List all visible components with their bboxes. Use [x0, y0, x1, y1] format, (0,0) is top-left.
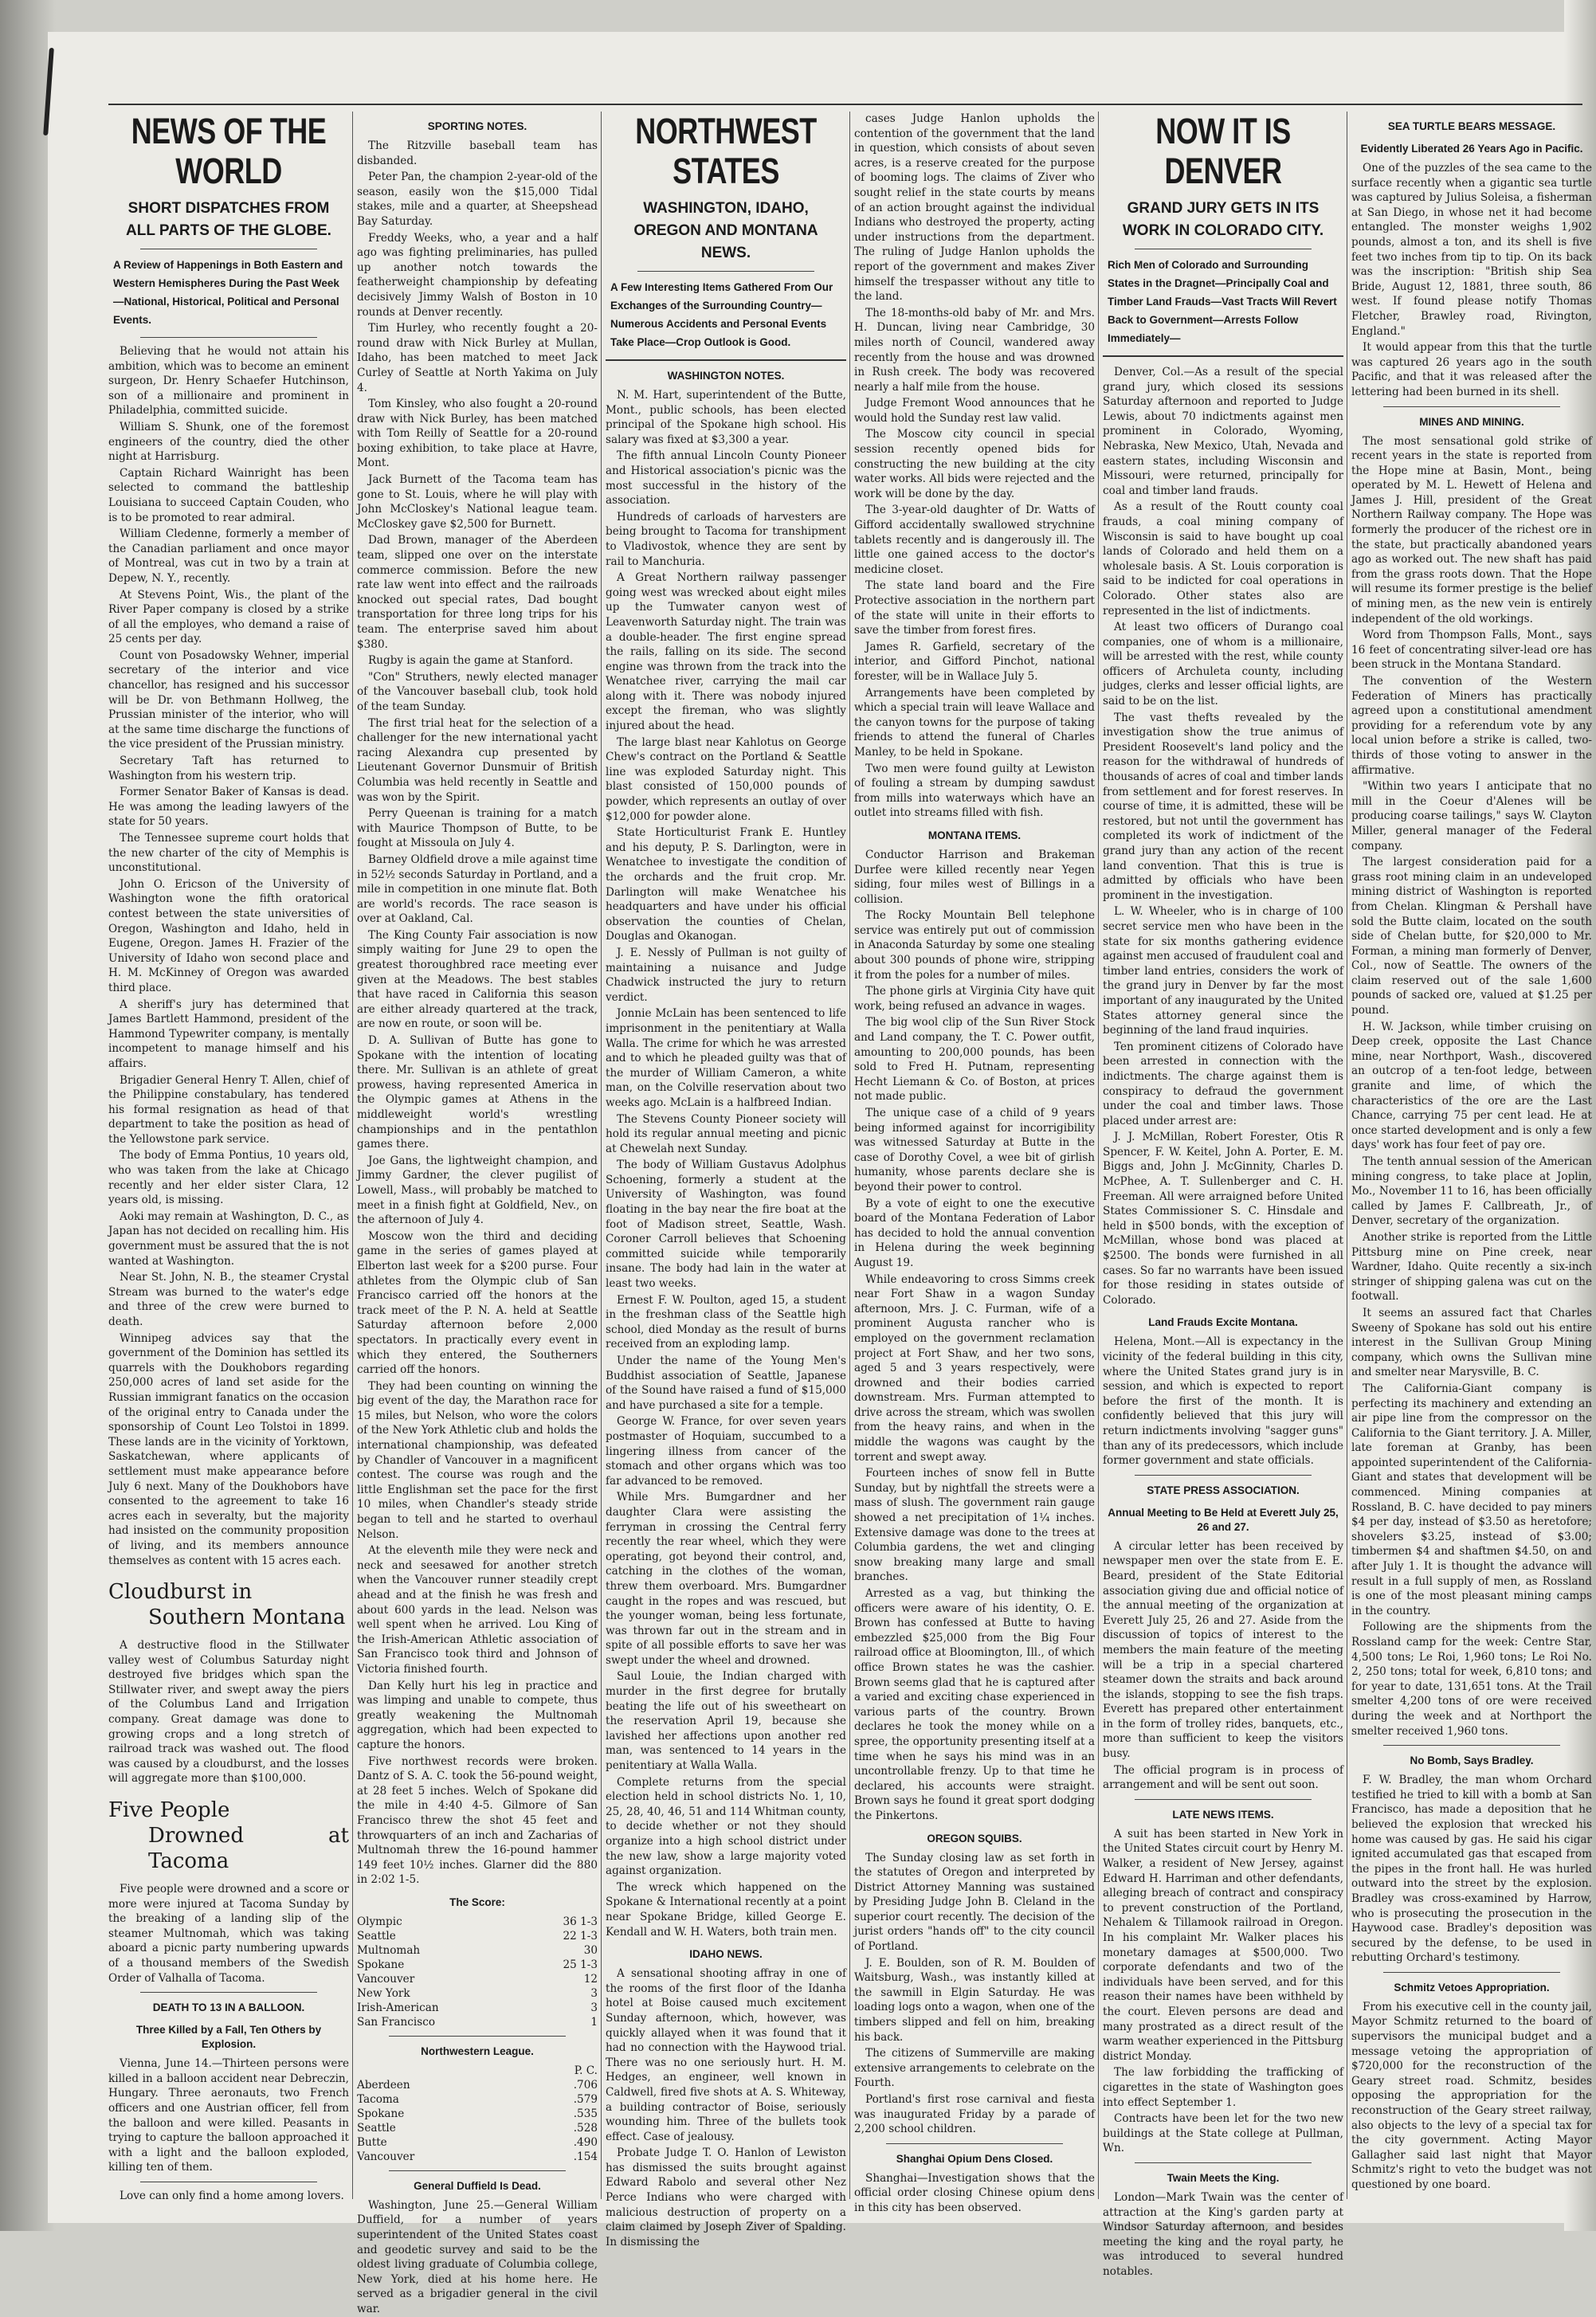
column-rule	[849, 112, 850, 2199]
team-name: Butte	[357, 2135, 387, 2149]
section-heading: WASHINGTON NOTES.	[667, 370, 785, 382]
article-paragraph: The citizens of Summerville are making extensive arrangements to celebrate on the Fourth.	[854, 2047, 1095, 2090]
article-paragraph: The vast thefts revealed by the investigation show the true animus of President Roosevelt's land policy and the reason for the withdrawal of hundreds of thousands of acres of coal and timber lands from settlement and for forest reserves. In course of time, it is admitted, these will be restored, but not until the government has completed its work of indictment of the grand jury than any action of the recent land convention. That this is true is admitted by officials who have been prominent in the investigation.	[1103, 711, 1343, 902]
team-name: Aberdeen	[357, 2078, 410, 2092]
article-paragraph: Another strike is reported from the Little Pittsburg mine on Pine creek, near Wardner, Idaho. Quite recently a six-inch stringer of shipping galena was cut on the footwall.	[1351, 1230, 1592, 1304]
headline-deck: A Review of Happenings in Both Eastern and Western Hemispheres During the Past Week—National, Historical, Political and Personal Events.	[113, 259, 343, 326]
divider	[1103, 355, 1343, 357]
article-paragraph: Perry Queenan is training for a match with Maurice Thompson of Butte, to be fought at Missoula on July 4.	[357, 807, 598, 850]
article-paragraph: The first trial heat for the selection of a challenger for the new international yacht racing Alexandra cup presented by Lieutenant Governor Dunsmuir of British Columbia was held recently in Seattle and was won by the Spirit.	[357, 716, 598, 804]
table-header-spacer	[357, 2064, 550, 2078]
column-rule	[601, 112, 602, 2199]
article-paragraph: D. A. Sullivan of Butte has gone to Spokane with the intention of locating there. Mr. Sullivan is an athlete of great prowess, having represented America in the Olympic games at Athens in the middleweight world's wrestling championships and in the pentathlon games there.	[357, 1034, 598, 1151]
article-paragraph: A sensational shooting affray in one of the rooms of the first floor of the Idanha hotel at Boise caused much excitement Sunday afternoon, which, however, was quickly allayed when it was found that it had no connection with the Haywood trial. There was no one seriously hurt. H. M. Hedges, an engineer, well known in Caldwell, fired five shots at A. S. Whiteway, a building contractor of Boise, seriously wounding him. Three of the bullets took effect. Case of jealousy.	[606, 1967, 846, 2143]
article-heading	[108, 1579, 349, 1630]
headline: NORTHWEST STATES	[635, 110, 817, 191]
article-paragraph: Captain Richard Wainright has been selected to command the battleship Louisiana to succeed Captain Couden, who is to be promoted to rear admiral.	[108, 466, 349, 524]
article-paragraph: The convention of the Western Federation of Miners has practically agreed upon a constitutional amendment providing for a referendum vote by any local union before a strike is called, two-thirds of those voting to answer in the affirmative.	[1351, 675, 1592, 777]
article-paragraph: Shanghai—Investigation shows that the official order closing Chinese opium dens in this city has been observed.	[854, 2171, 1095, 2214]
article-paragraph: Brigadier General Henry T. Allen, chief of the Philippine constabulary, has tendered his formal resignation as head of that department to take the position as head of the Yellowstone park service.	[108, 1073, 349, 1146]
article-paragraph: Secretary Taft has returned to Washington from his western trip.	[108, 755, 349, 782]
team-score: .535	[573, 2107, 598, 2120]
column-2	[357, 112, 598, 2316]
article-paragraph: They had been counting on winning the big event of the day, the Marathon race for 15 miles, but Nelson, who wore the colors of the New York Athletic club and holds the international championship, was defeated by Chandler of Vancouver in a magnificent contest. The course was rough and the little Englishman set the pace for the first 10 miles, when Chandler's steady stride began to tell and he started to overhaul Nelson.	[357, 1379, 598, 1541]
article-paragraph: The Rocky Mountain Bell telephone service was entirely put out of commission in Anaconda Saturday by some one stealing about 300 pounds of phone wire, stripping it from the poles for a number of miles.	[854, 909, 1095, 982]
article-paragraph: Vienna, June 14.—Thirteen persons were killed in a balloon accident near Debreczin, Hungary. Three aeronauts, two French officers and one Austrian officer, fell from the balloon and were killed. Peasants in trying to capture the balloon approached it with a light and the balloon exploded, killing ten of them.	[108, 2057, 349, 2174]
article-paragraph: Freddy Weeks, who, a year and a half ago was fighting preliminaries, has pulled up another notch towards the featherweight championship by defeating decisively Jimmy Walsh of Boston in 10 rounds at Denver recently.	[357, 231, 598, 319]
standings-table	[357, 1915, 598, 2029]
team-score: 3	[590, 2001, 598, 2014]
article-paragraph: Two men were found guilty at Lewiston of fouling a stream by dumping sawdust from mills into waterways which have an outlet into streams filled with fish.	[854, 762, 1095, 820]
article-paragraph: J. E. Nessly of Pullman is not guilty of maintaining a nuisance and Judge Chadwick instructed the jury to return verdict.	[606, 946, 846, 1004]
article-paragraph: A suit has been started in New York in the United States circuit court by Henry M. Walker, a resident of New Jersey, against Edward H. Harriman and other defendants, alleging breach of contract and conspiracy to prevent construction of the Portland, Nehalem & Tillamook railroad in Oregon. In his complaint Mr. Walker places his monetary damages at $500,000. Two corporate defendants and two of the individuals have been served, and for this reason their names have been withheld by the court. Eleven persons are dead and many prostrated as a direct result of the warm weather experienced in the Pittsburg district Monday.	[1103, 1827, 1343, 2063]
table-row	[357, 2107, 598, 2121]
divider	[1135, 1799, 1312, 1800]
table-row	[357, 1972, 598, 1986]
divider	[140, 1992, 317, 1993]
article-paragraph: Denver, Col.—As a result of the special grand jury, which closed its sessions Saturday afternoon and reported to Judge Lewis, about 70 indictments against men prominent in Colorado, Wyoming, Nebraska, New Mexico, Utah, Nevada and eastern states, including Wisconsin and Missouri, were returned, principally for coal and timber land frauds.	[1103, 366, 1343, 497]
article-paragraph: The most sensational gold strike of recent years in the state is reported from the Hope mine at Basin, Mont., being operated by M. L. Hewett of Helena and James J. Hill, president of the Great Northern Railway company. The Hope was formerly the producer of the richest ore in the state, but practically abandoned years ago as worked out. The new shaft has paid from the grass roots down. That the Hope will resume its former prestige is the belief of mining men, as the new vein is entirely independent of the old workings.	[1351, 434, 1592, 625]
article-paragraph: The Stevens County Pioneer society will hold its regular annual meeting and picnic at Chewelah next Sunday.	[606, 1112, 846, 1155]
section-heading: No Bomb, Says Bradley.	[1410, 1754, 1534, 1767]
article-paragraph: Following are the shipments from the Rossland camp for the week: Centre Star, 4,500 tons; Le Roi, 1,960 tons; Le Roi No. 2, 250 tons; total for week, 6,810 tons; and for year to date, 131,651 tons. At the Trail smelter 4,200 tons of ore were received during the week and at Northport the smelter received 1,960 tons.	[1351, 1621, 1592, 1738]
article-paragraph: Dan Kelly hurt his leg in practice and was limping and unable to compete, thus greatly weakening the Multnomah aggregation, which had been expected to capture the honors.	[357, 1679, 598, 1751]
section-heading: Evidently Liberated 26 Years Ago in Pacific.	[1360, 143, 1583, 155]
team-score: .706	[573, 2078, 598, 2092]
team-name: Tacoma	[357, 2092, 399, 2106]
article-paragraph: Helena, Mont.—All is expectancy in the vicinity of the federal building in this city, where the United States grand jury is in session, and which is expected to report before the first of the month. It is confidently believed that this jury will return indictments involving "sagger guns" than any of its predecessors, which include former government and state officials.	[1103, 1335, 1343, 1468]
article-paragraph: Rugby is again the game at Stanford.	[368, 654, 574, 668]
article-paragraph: Dad Brown, manager of the Aberdeen team, slipped one over on the interstate commerce commission. Before the new rate law went into effect and the railroads knocked out special rates, Dad bought transportation for three long trips for his team. The enterprise saved him about $380.	[357, 534, 598, 651]
section-heading: Three Killed by a Fall, Ten Others by Explosion.	[135, 2024, 322, 2051]
table-row	[357, 1915, 598, 1929]
team-score: 22 1-3	[563, 1929, 598, 1943]
column-1	[108, 110, 349, 2202]
table-row	[357, 2015, 598, 2029]
section-heading: Northwestern League.	[421, 2045, 534, 2057]
subheadline: GRAND JURY GETS IN ITS WORK IN COLORADO CITY.	[1122, 200, 1324, 239]
article-paragraph: Portland's first rose carnival and fiesta was inaugurated Friday by a parade of 2,200 school children.	[854, 2093, 1095, 2136]
article-paragraph: The big wool clip of the Sun River Stock and Land company, the T. C. Power outfit, amounting to 200,000 pounds, has been sold to Fred H. Putnam, representing Hecht Liemann & Co. of Boston, at prices not made public.	[854, 1016, 1095, 1104]
article-paragraph: London—Mark Twain was the center of attraction at the King's garden party at Windsor Saturday afternoon, and besides meeting the king and the royal party, he was introduced to several hundred notables.	[1103, 2190, 1343, 2278]
article-paragraph: At Stevens Point, Wis., the plant of the River Paper company is closed by a strike of all the employes, who demand a raise of 25 cents per day.	[108, 588, 349, 646]
article-paragraph: The state land board and the Fire Protective association in the northern part of the state will unite in their efforts to save the timber from forest fires.	[854, 579, 1095, 637]
section-heading: Annual Meeting to Be Held at Everett July 25, 26 and 27.	[1108, 1506, 1339, 1533]
column-4	[854, 112, 1095, 2214]
column-rule	[1098, 112, 1099, 2199]
team-name: Vancouver	[357, 2150, 415, 2163]
article-paragraph: Love can only find a home among lovers.	[120, 2189, 344, 2202]
subheadline: SHORT DISPATCHES FROM ALL PARTS OF THE GLOBE.	[126, 200, 331, 239]
team-score: 36 1-3	[563, 1915, 598, 1928]
article-paragraph: One of the puzzles of the sea came to the surface recently when a gigantic sea turtle was captured by Julius Soleisa, a fisherman at San Diego, in whose net it had become entangled. The monster weighs 1,902 pounds, almost a ton, and its shell is five feet two inches from tip to tip. On its back was the inscription: "British ship Sea Bride, August 12, 1881, three south, 86 west. If found please notify Thomas Fletcher, Brawley road, Rivington, England."	[1351, 162, 1592, 338]
article-paragraph: Jack Burnett of the Tacoma team has gone to St. Louis, where he will play with John McCloskey's National league team. McCloskey gave $2,500 for Burnett.	[357, 473, 598, 531]
team-name: Olympic	[357, 1915, 402, 1928]
article-paragraph: A circular letter has been received by newspaper men over the state from E. E. Beard, president of the State Editorial association giving due and official notice of the annual meeting of the organization at Everett July 25, 26 and 27. Aside from the discussion of topics of interest to the members the main feature of the meeting will be a trip in a special chartered steamer down the straits and back around the islands, stopping to see the fish traps. Everett has prepared other entertainment in the form of trolley rides, banquets, etc., more than sufficient to keep the visitors busy.	[1103, 1539, 1343, 1761]
section-heading: SPORTING NOTES.	[427, 120, 527, 132]
article-paragraph: The California-Giant company is perfecting its machinery and extending an air pipe line from the compressor on the California to the Giant territory. J. A. Miller, late foreman at Granby, has been appointed superintendent of the California-Giant and states that development will be commenced. Mining companies at Rossland, B. C. have decided to pay miners $4 per day, instead of $3.50 as heretofore; shovelers $3.25, instead of $3.00; timbermen $4 and shaftmen $4.50, on and after July 1. It is thought the advance will result in a full supply of men, as Rossland is one of the most pleasant mining camps in the country.	[1351, 1382, 1592, 1617]
article-paragraph: While Mrs. Bumgardner and her daughter Clara were assisting the ferryman in crossing the Central ferry recently the rear wheel, which they were operating, got beyond their control, and, catching in the clothes of the woman, threw them overboard. Mrs. Bumgardner caught in the ropes and was rescued, but the younger woman, being less fortunate, was thrown far out in the stream and in spite of all possible efforts to save her was swept under the wheel and drowned.	[606, 1491, 846, 1667]
team-score: .528	[573, 2121, 598, 2135]
article-paragraph: Barney Oldfield drove a mile against time in 52½ seconds Saturday in Portland, and a mile in competition in one minute flat. Both are world's records. The race season is over at Oakland, Cal.	[357, 853, 598, 926]
article-paragraph: From his executive cell in the county jail, Mayor Schmitz returned to the board of supervisors the municipal budget and a message vetoing the appropriation of $720,000 for the reconstruction of the Geary street road. Schmitz, besides opposing the appropriation for the reconstruction of the Geary street railway, also objects to the levy of a special tax for the city government. Acting Mayor Gallagher said last night that Mayor Schmitz's right to veto the budget was not questioned by one board.	[1351, 2000, 1592, 2191]
article-paragraph: Aoki may remain at Washington, D. C., as Japan has not decided on recalling him. His government must be assured that the is not wanted at Washington.	[108, 1209, 349, 1268]
article-paragraph: Tom Kinsley, who also fought a 20-round draw with Nick Burley, has been matched with Tom Reilly of Seattle for a 20-round boxing exhibition, to take place at Havre, Mont.	[357, 398, 598, 470]
table-row	[357, 2121, 598, 2135]
divider	[637, 271, 814, 272]
article-paragraph: Saul Louie, the Indian charged with murder in the first degree for brutally beating the life out of his sweetheart on the reservation April 19, because she lavished her affections upon another red man, was sentenced to 14 years in the penitentiary at Walla Walla.	[606, 1670, 846, 1773]
article-paragraph: Word from Thompson Falls, Mont., says 16 feet of concentrating silver-lead ore has been struck in the Montana Standard.	[1351, 629, 1592, 672]
table-row	[357, 1943, 598, 1958]
top-rule	[108, 104, 1582, 105]
table-row	[357, 1958, 598, 1972]
team-name: Multnomah	[357, 1943, 421, 1957]
section-heading: Shanghai Opium Dens Closed.	[896, 2152, 1053, 2165]
article-paragraph: J. J. McMillan, Robert Forester, Otis R Spencer, F. W. Keitel, John A. Porter, E. M. Biggs and, John J. McGinnity, Charles D. McPhee, A. T. Sullenberger and C. H. Freeman. All were arraigned before United States Commissioner S. C. Hinsdale and held in $500 bonds, with the exception of McMillan, whose bond was placed at $2500. The bonds were furnished in all cases. So far no warrants have been issued for those residing in states outside of Colorado.	[1103, 1131, 1343, 1307]
section-heading: The Score:	[449, 1896, 505, 1908]
article-paragraph: The Ritzville baseball team has disbanded.	[357, 139, 598, 167]
standings-table	[357, 2064, 598, 2164]
article-paragraph: The 3-year-old daughter of Dr. Watts of Gifford accidentally swallowed strychnine tablets recently and is dangerously ill. The little one gained access to the doctor's medicine closet.	[854, 504, 1095, 576]
article-paragraph: Jonnie McLain has been sentenced to life imprisonment in the penitentiary at Walla Walla. The crime for which he was arrested and to which he pleaded guilty was that of the murder of William Cameron, a white man, on the Colville reservation about two weeks ago. McLain is a halfbreed Indian.	[606, 1007, 846, 1109]
article-paragraph: Probate Judge T. O. Hanlon of Lewiston has dismissed the suits brought against Edward Rabolo and several other Nez Perce Indians who were charged with malicious destruction of property on a claim claimed by Joseph Ziver of Spalding. In dismissing the	[606, 2146, 846, 2248]
article-paragraph: Ernest F. W. Poulton, aged 15, a student in the freshman class of the Seattle high school, died Monday as the result of burns received from an exploding lamp.	[606, 1293, 846, 1351]
article-paragraph: James R. Garfield, secretary of the interior, and Gifford Pinchot, national forester, will be in Wallace July 5.	[854, 640, 1095, 683]
section-heading: Twain Meets the King.	[1167, 2171, 1280, 2184]
article-paragraph: The body of Emma Pontius, 10 years old, who was taken from the lake at Chicago recently and her elder sister Clara, 12 years old, is missing.	[108, 1149, 349, 1207]
team-name: Spokane	[357, 1958, 405, 1971]
article-paragraph: At the eleventh mile they were neck and neck and seesawed for another stretch when the Vancouver runner steadily crept ahead and at the finish he was fresh and about 600 yards in the lead. Nelson was well spent when he arrived. Lou King of the Irish-American Athletic association of San Francisco took third and Johnson of Victoria finished fourth.	[357, 1544, 598, 1676]
article-paragraph: Contracts have been let for the two new buildings at the State college at Pullman, Wn.	[1103, 2112, 1343, 2155]
article-paragraph: J. E. Boulden, son of R. M. Boulden of Waitsburg, Wash., was instantly killed at the sawmill in Elgin Saturday. He was loading logs onto a wagon, when one of the timbers slipped and fell on him, breaking his back.	[854, 1956, 1095, 2044]
article-paragraph: While endeavoring to cross Simms creek near Fort Shaw in a wagon Sunday afternoon, Mrs. J. C. Furman, wife of a prominent Augusta rancher who is employed on the government reclamation project at Fort Shaw, and her two sons, aged 5 and 3 years respectively, were drowned and their bodies carried downstream. Mrs. Furman attempted to drive across the stream, which was swollen from the heavy rains, and when in the middle the wagons was caught by the torrent and swept away.	[854, 1272, 1095, 1464]
article-paragraph: George W. France, for over seven years postmaster of Hoquiam, succumbed to a lingering illness from cancer of the stomach and other organs which was too far advanced to be removed.	[606, 1415, 846, 1488]
article-paragraph: As a result of the Routt county coal frauds, a coal mining company of Wisconsin is said to have bought up coal lands of Colorado and held them on a wholesale basis. A St. Louis corporation is said to be indicted for coal operations in Colorado. Other states also are represented in the list of indictments.	[1103, 500, 1343, 617]
section-heading: IDAHO NEWS.	[689, 1948, 763, 1961]
divider	[1383, 1745, 1560, 1746]
article-paragraph: H. W. Jackson, while timber cruising on Deep creek, opposite the Last Chance mine, near Northport, Wash., discovered an outcrop of a ten-foot ledge, between granite and lime, of which the characteristics of the ore are the Last Chance, carrying 75 per cent lead. He at once started development and is only a few days' work has four feet of pay ore.	[1351, 1020, 1592, 1152]
article-paragraph: The 18-months-old baby of Mr. and Mrs. H. Duncan, living near Cambridge, 30 miles north of Council, wandered away recently from the house and was drowned in Rush creek. The body was recovered nearly a half mile from the house.	[854, 306, 1095, 394]
article-paragraph: A sheriff's jury has determined that James Bartlett Hammond, president of the Hammond Typewriter company, is mentally incompetent to manage himself and his affairs.	[108, 998, 349, 1070]
section-heading: SEA TURTLE BEARS MESSAGE.	[1387, 120, 1556, 132]
heading-line: Cloudburst in	[108, 1580, 253, 1605]
article-paragraph: F. W. Bradley, the man whom Orchard testified he tried to kill with a bomb at San Francisco, has made a deposition that he believed the explosion that wrecked his home was caused by gas. He said his cigar ignited accumulated gas that escaped from the pipes in the front hall. He was hurled outward into the street by the explosion. Bradley was cross-examined by Harrow, who is prosecuting the prosecution in the Haywood case. Bradley's deposition was secured by the defense, to be used in rebutting Orchard's testimony.	[1351, 1774, 1592, 1965]
article-paragraph: Ten prominent citizens of Colorado have been arrested in connection with the indictments. The charge against them is conspiracy to defraud the government under the coal and timber laws. Those placed under arrest are:	[1103, 1040, 1343, 1127]
section-heading: General Duffield Is Dead.	[414, 2179, 541, 2192]
section-heading: DEATH TO 13 IN A BALLOON.	[152, 2001, 305, 2014]
divider	[140, 337, 317, 338]
team-score: 25 1-3	[563, 1958, 598, 1971]
table-header: P. C.	[574, 2064, 598, 2077]
team-name: Vancouver	[357, 1972, 415, 1986]
article-paragraph: Five people were drowned and a score or more were injured at Tacoma Sunday by the breaking of a landing slip of the steamer Multnomah, which was taking aboard a picnic party numbering upwards of a thousand members of the Swedish Order of Valhalla of Tacoma.	[108, 1883, 349, 1985]
article-paragraph: A Great Northern railway passenger going west was wrecked about eight miles up the Tumwater canyon west of Leavenworth Saturday night. The train was a double-header. The first engine spread the rails, falling on its side. The second engine was thrown from the track into the Wenatchee river, carrying the mail car along with it. There was nobody injured except the fireman, who was slightly injured about the head.	[606, 571, 846, 733]
divider	[389, 2170, 566, 2171]
article-paragraph: The largest consideration paid for a grass root mining claim in an undeveloped mining district of Washington is reported from Chelan. Klingman & Pershall have sold the Butte claim, located on the south side of Chelan butte, for $20,000 to Mr. Forman, a mining man formerly of Denver, Col., now of Seattle. The owners of the claim reserved out of the sale 1,600 pounds of sacked ore, valued at $1.25 per pound.	[1351, 856, 1592, 1017]
article-paragraph: Near St. John, N. B., the steamer Crystal Stream was burned to the water's edge and three of the crew were burned to death.	[108, 1271, 349, 1328]
divider	[1135, 1475, 1312, 1476]
article-paragraph: The fifth annual Lincoln County Pioneer and Historical association's picnic was the most successful in the history of the association.	[606, 449, 846, 508]
team-score: 1	[590, 2015, 598, 2029]
team-name: Seattle	[357, 2121, 396, 2135]
team-name: Irish-American	[357, 2001, 439, 2014]
article-paragraph: A destructive flood in the Stillwater valley west of Columbus Saturday night destroyed five bridges which span the Stillwater river, and swept away the piers of the Columbus Land and Irrigation company. Great damage was done to growing crops and a long stretch of railroad track was washed out. The flood was caused by a cloudburst, and the losses will aggregate more than $100,000.	[108, 1639, 349, 1786]
article-paragraph: The wreck which happened on the Spokane & International recently at a point near Spokane Bridge, killed George E. Kendall and W. H. Waters, both train men.	[606, 1880, 846, 1939]
table-row	[357, 1986, 598, 2001]
article-paragraph: William S. Shunk, one of the foremost engineers of the country, died the other night at Harrisburg.	[108, 420, 349, 464]
article-paragraph: Five northwest records were broken. Dantz of S. A. C. took the 56-pound weight, at 28 feet 5 inches. Welch of Spokane did the mile in 4:40 4-5. Gilmore of San Francisco threw the shot 45 feet and throwquarters of an inch and Zacharias of Multnomah threw the 16-pound hammer 149 feet 10½ inches. Glarner did the 880 in 2:02 1-5.	[357, 1754, 598, 1887]
article-paragraph: Under the name of the Young Men's Buddhist association of Seattle, Japanese of the Sound have raised a fund of $15,000 and have purchased a site for a temple.	[606, 1355, 846, 1412]
headline-deck: A Few Interesting Items Gathered From Our Exchanges of the Surrounding Country—Numerous Accidents and Personal Events Take Place—Crop Outlook is Good.	[610, 281, 833, 348]
team-score: .490	[573, 2135, 598, 2149]
article-paragraph: The tenth annual session of the American mining congress, to take place at Joplin, Mo., November 11 to 16, has been officially called by James F. Callbreath, Jr., of Denver, secretary of the organization.	[1351, 1155, 1592, 1228]
article-paragraph: cases Judge Hanlon upholds the contention of the government that the land in question, which consists of about seven acres, is a reserve created for the purpose of booming logs. The claims of Ziver who sought relief in the state courts by means of an action brought against the individual Indians who destroyed the property, acting under instructions from the department. The ruling of Judge Hanlon upholds the report of the government and makes Ziver himself the trespasser without any title to the land.	[854, 112, 1095, 304]
article-paragraph: It seems an assured fact that Charles Sweeny of Spokane has sold out his entire interest in the Sullivan Group Mining company, which owns the Sullivan mine and smelter near Marysville, B. C.	[1351, 1306, 1592, 1379]
section-heading: LATE NEWS ITEMS.	[1172, 1808, 1274, 1821]
article-paragraph: John O. Ericson of the University of Washington wone the fifth oratorical contest between the state universities of Oregon, Washington and Idaho, held in Eugene, Oregon. James H. Frazier of the University of Idaho won second place and H. M. McKinney of Oregon was awarded third place.	[108, 877, 349, 994]
column-rule	[352, 112, 353, 2199]
article-paragraph: Conductor Harrison and Brakeman Durfee were killed recently near Yegen siding, four miles west of Billings in a collision.	[854, 848, 1095, 906]
article-paragraph: Arrangements have been completed by which a special train will leave Wallace and the canyon towns for the purpose of taking friends to attend the funeral of Charles Manley, to be held in Spokane.	[854, 686, 1095, 759]
article-paragraph: William Cledenne, formerly a member of the Canadian parliament and once mayor of Montreal, was cut in two by a train at Depew, N. Y., recently.	[108, 527, 349, 585]
article-paragraph: Former Senator Baker of Kansas is dead. He was among the leading lawyers of the state for 50 years.	[108, 786, 349, 829]
team-name: New York	[357, 1986, 410, 2000]
team-name: Spokane	[357, 2107, 405, 2120]
team-name: San Francisco	[357, 2015, 436, 2029]
divider	[886, 2143, 1063, 2144]
article-paragraph: Arrested as a vag, but thinking the officers were aware of his identity, O. E. Brown has confessed at Butte to having embezzled $25,000 from the Big Four railroad office at Bloomington, Ill., of which office Brown states he was the cashier. Brown seems glad that he is captured after a varied and exciting chase experienced in various parts of the country. Brown declares he took the money while on a spree, the opportunity presenting itself at a time when he says his mind was in an uncontrollable frenzy. Up to that time he declared, his accounts were straight. Brown says he found it great sport dodging the Pinkertons.	[854, 1587, 1095, 1822]
team-score: 3	[590, 1986, 598, 2000]
divider	[389, 2036, 566, 2037]
team-score: 30	[583, 1943, 598, 1957]
article-paragraph: State Horticulturist Frank E. Huntley and his deputy, P. S. Darlington, were in Wenatchee to investigate the condition of the orchards and the fruit crop. Mr. Darlington will make Wenatchee his headquarters and have under his official observation the counties of Chelan, Douglas and Okanogan.	[606, 826, 846, 943]
column-6	[1351, 112, 1592, 2199]
table-row	[357, 2135, 598, 2150]
headline: NEWS OF THE WORLD	[131, 110, 327, 191]
article-paragraph: N. M. Hart, superintendent of the Butte, Mont., public schools, has been elected principal of the Spokane high school. His salary was fixed at $3,300 a year.	[606, 389, 846, 446]
article-paragraph: Tim Hurley, who recently fought a 20-round draw with Nick Burley at Mullan, Idaho, has been matched to meet Jack Curley of Seattle at North Yakima on July 4.	[357, 322, 598, 394]
team-score: 12	[583, 1972, 598, 1986]
article-paragraph: Judge Fremont Wood announces that he would hold the Sunday rest law valid.	[854, 397, 1095, 425]
article-paragraph: "Within two years I anticipate that no mill in the Coeur d'Alenes will be producing coarse tailings," says W. Clayton Miller, general manager of the Federal company.	[1351, 780, 1592, 853]
article-paragraph: The law forbidding the trafficking of cigarettes in the state of Washington goes into effect September 1.	[1103, 2066, 1343, 2109]
article-paragraph: Count von Posadowsky Wehner, imperial secretary of the interior and vice chancellor, has resigned and his successor will be Dr. von Bethmann Hollweg, the Prussian minister of the interior, who will at the same time discharge the functions of the vice president of the Prussian ministry.	[108, 649, 349, 751]
divider	[1383, 406, 1560, 407]
article-paragraph: Hundreds of carloads of harvesters are being brought to Tacoma for transhipment to Vladivostok, whence they are sent by rail to Manchuria.	[606, 510, 846, 568]
divider	[1383, 1972, 1560, 1973]
section-heading: MONTANA ITEMS.	[927, 829, 1022, 841]
section-heading: Land Frauds Excite Montana.	[1148, 1316, 1298, 1329]
article-heading	[108, 1798, 349, 1874]
article-paragraph: Fourteen inches of snow fell in Butte Sunday, but by nightfall the streets were a mass of slush. The government rain gauge showed a net precipitation of 1¼ inches. Extensive damage was done to the trees at Columbia gardens, the wet and clinging snow breaking many large and small branches.	[854, 1467, 1095, 1584]
section-heading: MINES AND MINING.	[1419, 415, 1524, 428]
team-score: .579	[573, 2092, 598, 2106]
divider	[606, 359, 846, 361]
article-paragraph: Believing that he would not attain his ambition, which was to become an eminent surgeon, Dr. Henry Schaefer Hutchinson, son of a millionaire and prominent in Philadelphia, committed suicide.	[108, 345, 349, 418]
article-paragraph: L. W. Wheeler, who is in charge of 100 secret service men who have been in the state for six months gathering evidence against men accused of fraudulent coal and timber land entries, considers the work of the grand jury in Denver by far the most important of any inaugurated by the United States attorney general since the beginning of the land fraud inquiries.	[1103, 905, 1343, 1037]
team-name: Seattle	[357, 1929, 396, 1943]
headline-deck: Rich Men of Colorado and Surrounding States in the Dragnet—Principally Coal and Timber Land Frauds—Vast Tracts Will Revert Back to Government—Arrests Follow Immediately—	[1108, 259, 1337, 344]
article-paragraph: The body of William Gustavus Adolphus Schoening, formerly a student at the University of Washington, was found floating in the bay near the fire boat at the foot of Madison street, Seattle, Wash. Coroner Carroll believes that Schoening committed suicide while temporarily insane. The body had lain in the water at least two weeks.	[606, 1158, 846, 1291]
article-paragraph: The phone girls at Virginia City have quit work, being refused an advance in wages.	[854, 985, 1095, 1013]
article-paragraph: Washington, June 25.—General William Duffield, for a number of years superintendent of the United States coast and geodetic survey and said to be the oldest living graduate of Columbia college, New York, died at his home here. He served as a brigadier general in the civil war.	[357, 2198, 598, 2316]
article-paragraph: It would appear from this that the turtle was captured 26 years ago in the south Pacific, and that it was released after the lettering had been burned in its shell.	[1351, 341, 1592, 398]
section-heading: OREGON SQUIBS.	[927, 1832, 1022, 1845]
article-paragraph: "Con" Struthers, newly elected manager of the Vancouver baseball club, took hold of the team Sunday.	[357, 670, 598, 713]
article-paragraph: The Moscow city council in special session recently opened bids for constructing the new building at the city water works. All bids were rejected and the work will be done by the day.	[854, 428, 1095, 500]
column-3	[606, 110, 846, 2248]
table-row	[357, 2001, 598, 2015]
heading-line: Southern Montana	[148, 1605, 346, 1630]
article-paragraph: Complete returns from the special election held in school districts No. 1, 10, 25, 28, 40, 46, 51 and 114 Whitman county, to decide whether or not they should organize into a high school district under the new law, show a large majority voted against organization.	[606, 1775, 846, 1878]
column-5	[1103, 110, 1343, 2278]
table-row	[357, 1929, 598, 1943]
article-paragraph: The Tennessee supreme court holds that the new charter of the city of Memphis is unconstitutional.	[108, 832, 349, 875]
section-heading: STATE PRESS ASSOCIATION.	[1147, 1484, 1300, 1496]
table-row	[357, 2150, 598, 2164]
article-paragraph: The unique case of a child of 9 years being informed against for incorrigibility was witnessed Saturday at Butte in the case of Dorothy Covel, a wee bit of girlish humanity, whose parents declare she is beyond their power to control.	[854, 1107, 1095, 1194]
article-paragraph: The official program is in process of arrangement and will be sent out soon.	[1103, 1763, 1343, 1792]
heading-line: Drowned at Tacoma	[148, 1824, 349, 1874]
table-row	[357, 2092, 598, 2107]
article-paragraph: The large blast near Kahlotus on George Chew's contract on the Portland & Seattle line was exploded Saturday night. This blast consisted of 150,000 pounds of powder, which represents an outlay of over $12,000 for powder alone.	[606, 735, 846, 823]
table-row	[357, 2078, 598, 2092]
headline: NOW IT IS DENVER	[1155, 110, 1291, 191]
article-paragraph: At least two officers of Durango coal companies, one of whom is a millionaire, will be arrested with the rest, while county officers of Archuleta county, including judges, clerks and lesser official lights, are said to be on the list.	[1103, 621, 1343, 708]
heading-line: Five People	[108, 1798, 230, 1823]
article-paragraph: Winnipeg advices say that the government of the Dominion has settled its quarrels with the Doukhobors regarding 250,000 acres of land set aside for the Russian immigrant fanatics on the occasion of the original entry to Canada under the sponsorship of Count Leo Tolstoi in 1899. These lands are in the vicinity of Yorktown, Saskatchewan, where applicants of settlement must make appearance before July 6 next. Many of the Doukhobors have consented to the agreement to take 16 acres each in severalty, but the majority had insisted on the community proposition of living, and its members announce themselves as content with 15 acres each.	[108, 1331, 349, 1567]
subheadline: WASHINGTON, IDAHO, OREGON AND MONTANA NEWS.	[633, 200, 818, 261]
divider	[1135, 2162, 1312, 2163]
article-paragraph: The King County Fair association is now simply waiting for June 29 to open the greatest thoroughbred race meeting ever given at the Meadows. The best stables that have raced in California this season are either already quartered at the track, are now en route, or soon will be.	[357, 928, 598, 1031]
article-paragraph: Peter Pan, the champion 2-year-old of the season, easily won the $15,000 Tidal stakes, mile and a quarter, at Sheepshead Bay Saturday.	[357, 171, 598, 228]
article-paragraph: By a vote of eight to one the executive board of the Montana Federation of Labor has decided to hold the annual convention in Helena during the week beginning August 19.	[854, 1197, 1095, 1269]
section-heading: Schmitz Vetoes Appropriation.	[1394, 1981, 1550, 1994]
team-score: .154	[573, 2150, 598, 2163]
article-paragraph: The Sunday closing law as set forth in the statutes of Oregon and interpreted by District Attorney Manning was sustained by Presiding Judge John B. Cleland in the superior court recently. The decision of the jurist orders "hands off" to the city council of Portland.	[854, 1851, 1095, 1954]
article-paragraph: Joe Gans, the lightweight champion, and Jimmy Gardner, the clever pugilist of Lowell, Mass., will probably be matched to meet in a finish fight at Goldfield, Nev., on the afternoon of July 4.	[357, 1154, 598, 1227]
article-paragraph: Moscow won the third and deciding game in the series of games played at Elberton last week for a $200 purse. Four athletes from the Olympic club of San Francisco carried off the honors at the track meet of the P. N. A. held at Seattle Saturday afternoon before 2,000 spectators. In practically every event in which they entered, the Southerners carried off the honors.	[357, 1229, 598, 1377]
